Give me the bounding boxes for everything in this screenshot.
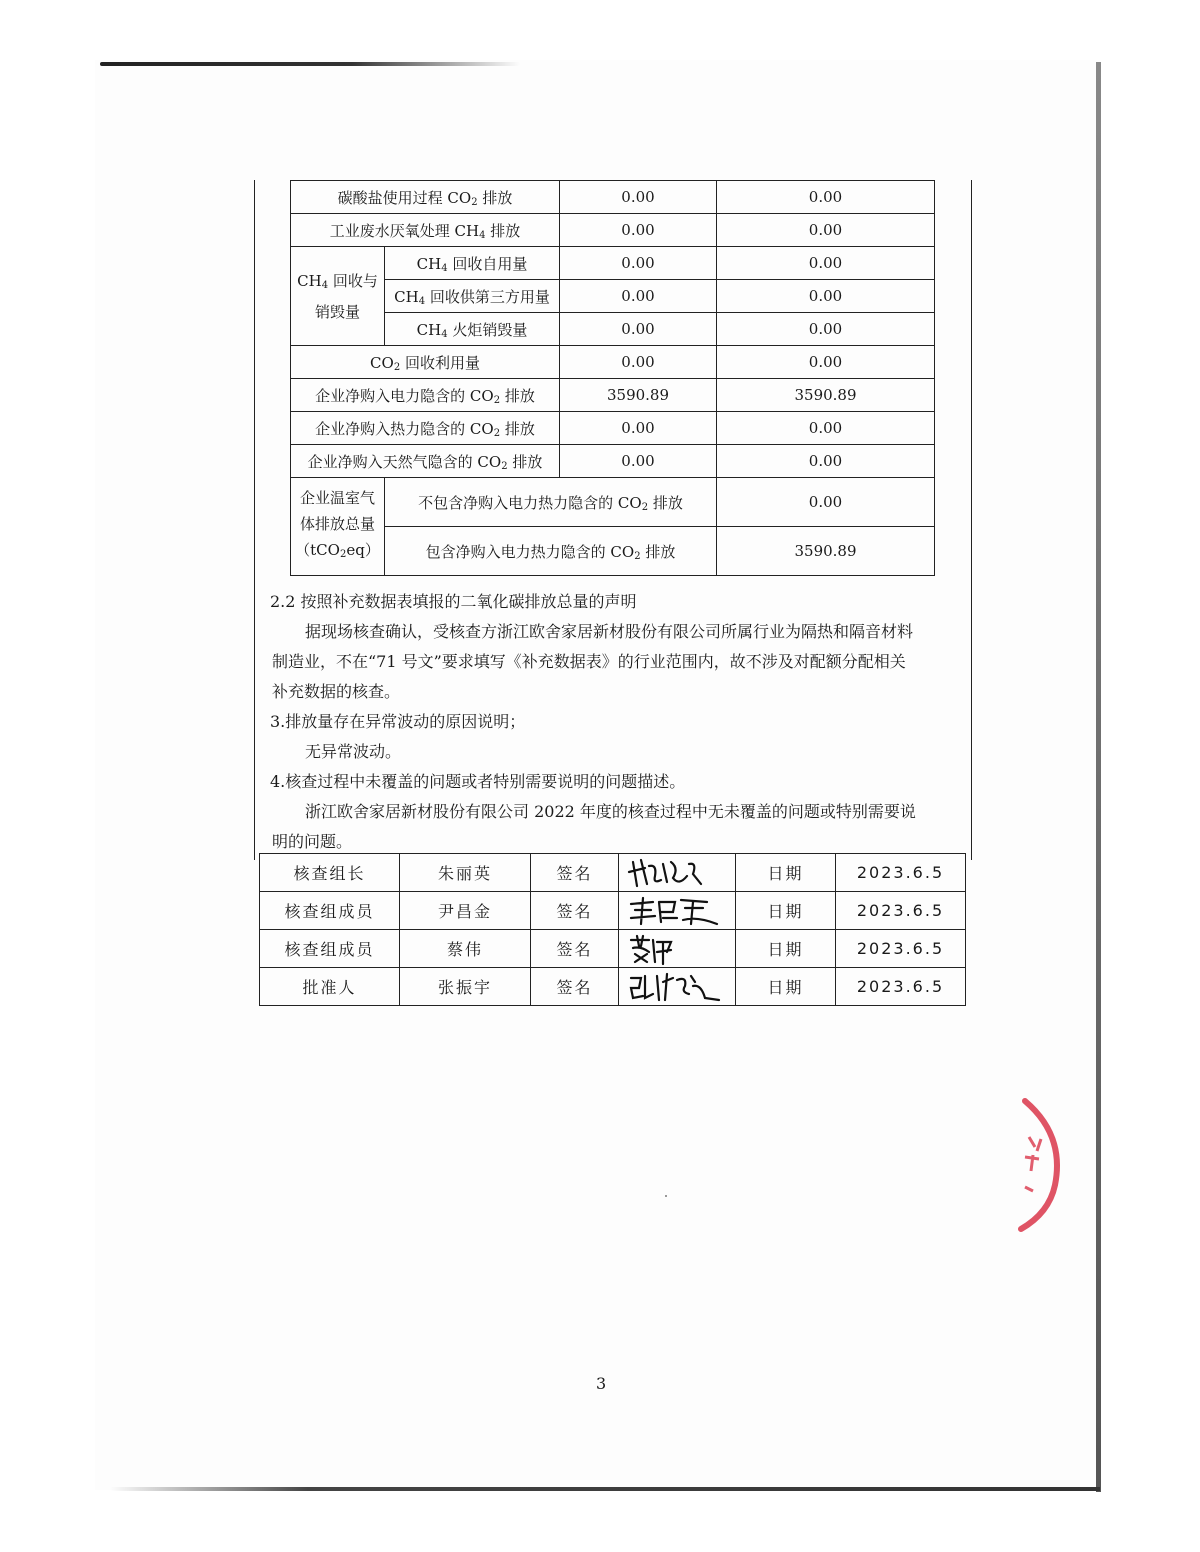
scan-streak <box>100 62 520 66</box>
date-label: 日期 <box>736 968 836 1006</box>
role-cell: 批准人 <box>260 968 400 1006</box>
value-cell: 3590.89 <box>560 379 717 412</box>
table-row <box>291 280 935 313</box>
emissions-table <box>290 180 935 576</box>
sign-label: 签名 <box>531 968 619 1006</box>
section-2-2-line: 据现场核查确认，受核查方浙江欧舍家居新材股份有限公司所属行业为隔热和隔音材料 <box>305 622 914 641</box>
signature-cell <box>619 892 736 930</box>
date-label: 日期 <box>736 930 836 968</box>
section-4-heading: 4.核查过程中未覆盖的问题或者特别需要说明的问题描述。 <box>270 772 686 791</box>
name-cell: 尹昌金 <box>400 892 531 930</box>
signature-table <box>259 853 966 1006</box>
row-label: $CH_4$ 火炬销毁量 <box>385 313 560 346</box>
section-4-line: 明的问题。 <box>272 832 353 851</box>
row-label: 工业废水厌氧处理 $CH_4$ 排放 <box>291 214 560 247</box>
signature-row <box>260 930 966 968</box>
signature-row <box>260 892 966 930</box>
table-row <box>291 412 935 445</box>
section-2-2-line: 制造业，不在“71 号文”要求填写《补充数据表》的行业范围内，故不涉及对配额分配相关 <box>272 652 906 671</box>
value-cell: 3590.89 <box>717 379 935 412</box>
value-cell: 0.00 <box>717 247 935 280</box>
row-label: 碳酸盐使用过程 $CO_2$ 排放 <box>291 181 560 214</box>
value-cell: 0.00 <box>560 181 717 214</box>
row-label: $CH_4$ 回收供第三方用量 <box>385 280 560 313</box>
section-2-2-heading: 2.2 按照补充数据表填报的二氧化碳排放总量的声明 <box>270 592 637 611</box>
red-seal-stamp <box>995 1095 1065 1235</box>
signature-cell <box>619 854 736 892</box>
row-label: 企业净购入电力隐含的 $CO_2$ 排放 <box>291 379 560 412</box>
role-cell: 核查组成员 <box>260 930 400 968</box>
value-cell: 0.00 <box>717 412 935 445</box>
value-cell: 0.00 <box>717 445 935 478</box>
handwritten-signature <box>627 932 727 966</box>
name-cell: 蔡伟 <box>400 930 531 968</box>
row-label: 企业净购入热力隐含的 $CO_2$ 排放 <box>291 412 560 445</box>
handwritten-signature <box>627 894 727 928</box>
value-cell: 0.00 <box>717 478 935 527</box>
signature-row <box>260 968 966 1006</box>
section-3-heading: 3.排放量存在异常波动的原因说明； <box>270 712 526 731</box>
name-cell: 朱丽英 <box>400 854 531 892</box>
value-cell: 0.00 <box>560 247 717 280</box>
date-cell: 2023.6.5 <box>836 968 966 1006</box>
date-label: 日期 <box>736 892 836 930</box>
value-cell: 0.00 <box>560 445 717 478</box>
table-row <box>291 313 935 346</box>
page-edge-bottom <box>110 1487 1100 1491</box>
value-cell: 0.00 <box>717 181 935 214</box>
value-cell: 3590.89 <box>717 527 935 576</box>
section-2-2-line: 补充数据的核查。 <box>272 682 401 701</box>
handwritten-signature <box>627 856 727 890</box>
sign-label: 签名 <box>531 854 619 892</box>
sign-label: 签名 <box>531 892 619 930</box>
row-label: $CH_4$ 回收自用量 <box>385 247 560 280</box>
value-cell: 0.00 <box>560 313 717 346</box>
section-3-body: 无异常波动。 <box>305 742 402 761</box>
sign-label: 签名 <box>531 930 619 968</box>
signature-row <box>260 854 966 892</box>
table-row <box>291 214 935 247</box>
date-cell: 2023.6.5 <box>836 854 966 892</box>
value-cell: 0.00 <box>717 313 935 346</box>
date-cell: 2023.6.5 <box>836 930 966 968</box>
row-label: $CO_2$ 回收利用量 <box>291 346 560 379</box>
signature-cell <box>619 930 736 968</box>
value-cell: 0.00 <box>560 412 717 445</box>
name-cell: 张振宇 <box>400 968 531 1006</box>
table-row <box>291 527 935 576</box>
value-cell: 0.00 <box>717 346 935 379</box>
value-cell: 0.00 <box>560 214 717 247</box>
row-label: 不包含净购入电力热力隐含的 $CO_2$ 排放 <box>385 478 717 527</box>
page-number: 3 <box>596 1374 607 1393</box>
signature-cell <box>619 968 736 1006</box>
role-cell: 核查组长 <box>260 854 400 892</box>
table-row <box>291 181 935 214</box>
table-row <box>291 445 935 478</box>
section-4-line: 浙江欧舍家居新材股份有限公司 2022 年度的核查过程中无未覆盖的问题或特别需要说 <box>305 802 916 821</box>
role-cell: 核查组成员 <box>260 892 400 930</box>
row-label: 企业净购入天然气隐含的 $CO_2$ 排放 <box>291 445 560 478</box>
scan-speck <box>665 1195 667 1197</box>
value-cell: 0.00 <box>560 346 717 379</box>
value-cell: 0.00 <box>560 280 717 313</box>
page-edge-right <box>1096 62 1101 1492</box>
total-group-label: 企业温室气 体排放总量 （tCO$_2$eq） <box>291 478 385 576</box>
value-cell: 0.00 <box>717 214 935 247</box>
value-cell: 0.00 <box>717 280 935 313</box>
table-row <box>291 247 935 280</box>
ch4-group-label: $CH_4$ 回收与 销毁量 <box>291 247 385 346</box>
table-row <box>291 379 935 412</box>
table-row <box>291 346 935 379</box>
handwritten-signature <box>627 970 727 1004</box>
row-label: 包含净购入电力热力隐含的 $CO_2$ 排放 <box>385 527 717 576</box>
date-cell: 2023.6.5 <box>836 892 966 930</box>
date-label: 日期 <box>736 854 836 892</box>
table-row <box>291 478 935 527</box>
